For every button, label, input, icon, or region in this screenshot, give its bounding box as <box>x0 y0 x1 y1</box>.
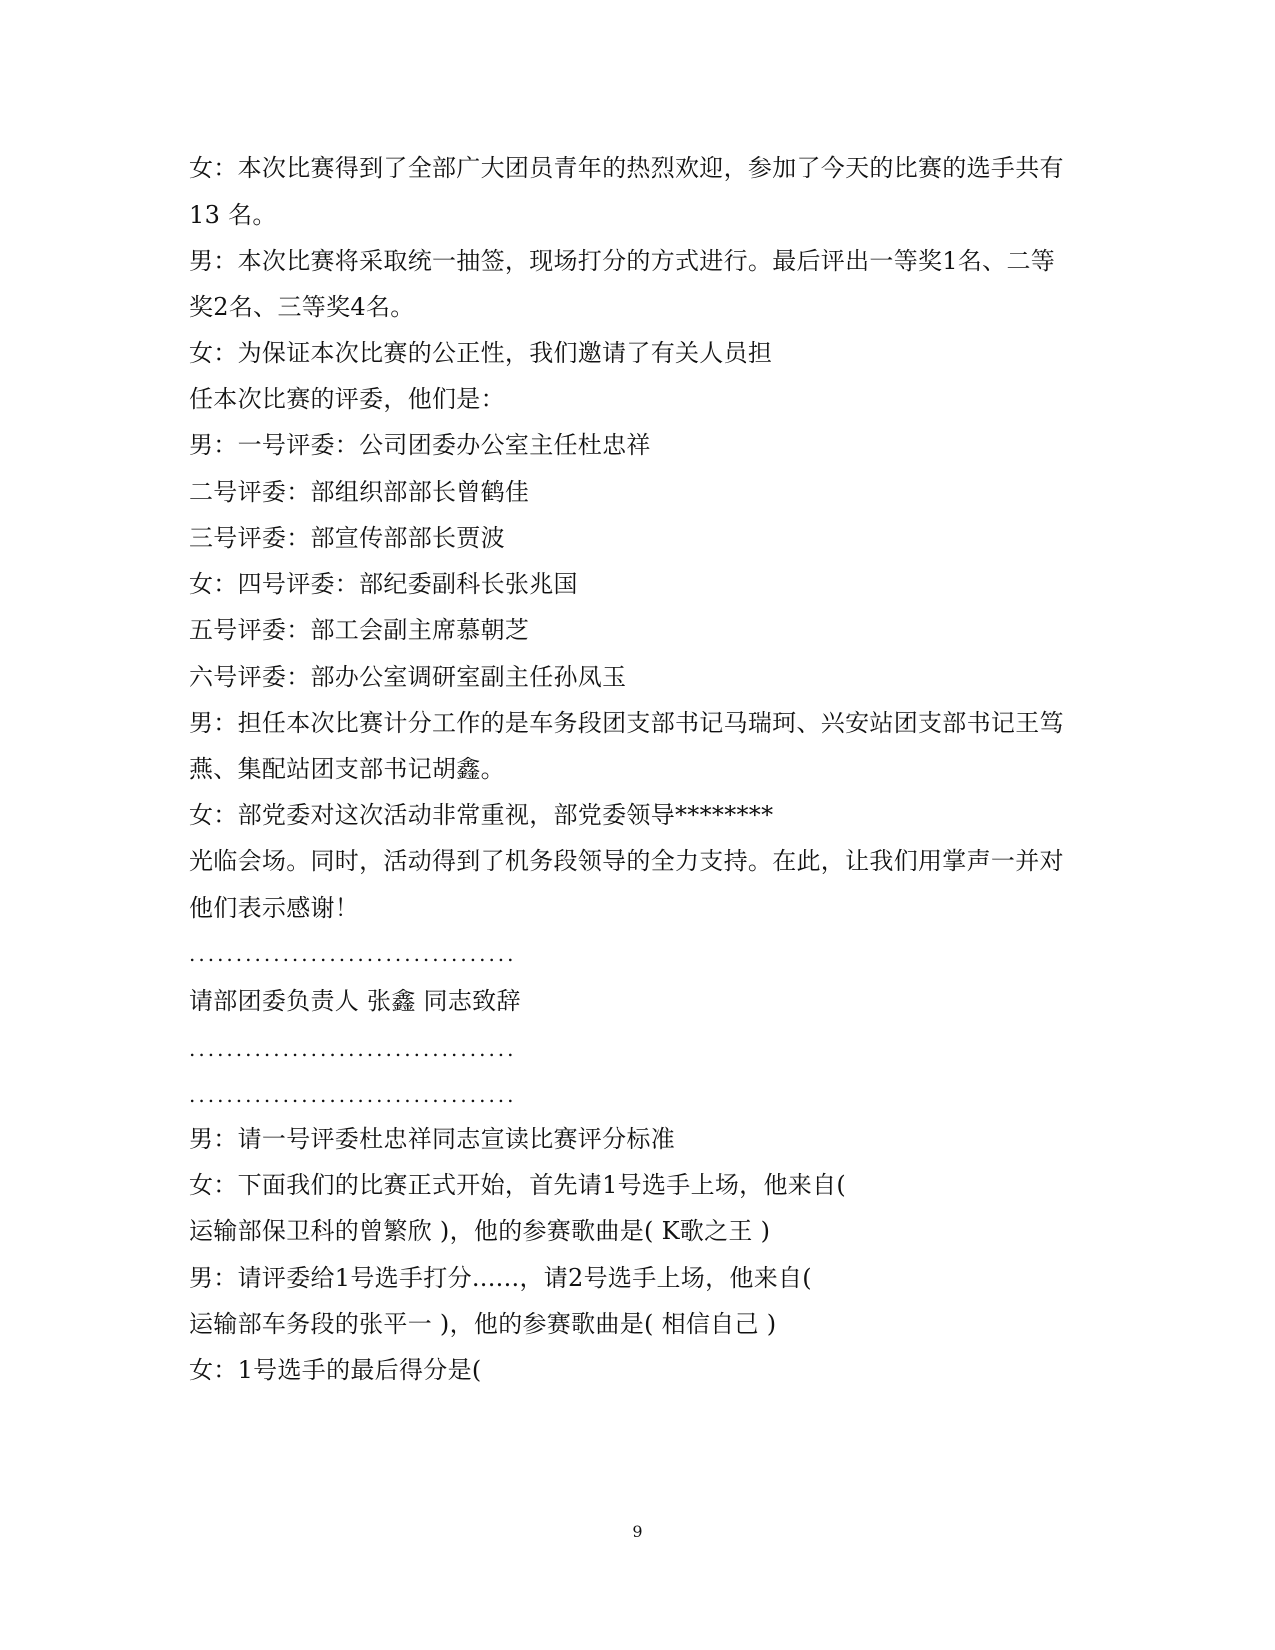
text-line-20: 女：下面我们的比赛正式开始，首先请1号选手上场，他来自( <box>189 1171 847 1199</box>
text-line-24: 女：1号选手的最后得分是( <box>189 1356 482 1384</box>
text-line-22: 男：请评委给1号选手打分......，请2号选手上场，他来自( <box>189 1264 812 1292</box>
text-line-16: 光临会场。同时，活动得到了机务段领导的全力支持。在此，让我们用掌声一并对 <box>189 847 1064 875</box>
text-line-23: 运输部车务段的张平一 )，他的参赛歌曲是( 相信自己 ) <box>189 1310 777 1338</box>
text-line-1: 女：本次比赛得到了全部广大团员青年的热烈欢迎，参加了今天的比赛的选手共有 <box>189 154 1064 182</box>
text-line-19: 男：请一号评委杜忠祥同志宣读比赛评分标准 <box>189 1125 675 1153</box>
text-line-4: 奖2名、三等奖4名。 <box>189 293 415 321</box>
text-line-5: 女：为保证本次比赛的公正性，我们邀请了有关人员担 <box>189 339 773 367</box>
text-line-6: 任本次比赛的评委，他们是： <box>189 385 505 413</box>
text-line-7: 男：一号评委：公司团委办公室主任杜忠祥 <box>189 431 651 459</box>
text-line-21: 运输部保卫科的曾繁欣 )，他的参赛歌曲是( K歌之王 ) <box>189 1217 771 1245</box>
page-number: 9 <box>632 1522 643 1541</box>
text-line-2: 13 名。 <box>189 201 277 229</box>
text-line-14: 燕、集配站团支部书记胡鑫。 <box>189 755 505 783</box>
text-line-9: 三号评委：部宣传部部长贾波 <box>189 524 505 552</box>
text-line-15: 女：部党委对这次活动非常重视，部党委领导******** <box>189 801 774 829</box>
dotted-separator-1: ................................... <box>189 942 517 966</box>
text-line-12: 六号评委：部办公室调研室副主任孙凤玉 <box>189 663 627 691</box>
text-line-18: 请部团委负责人 张鑫 同志致辞 <box>189 987 521 1015</box>
text-line-13: 男：担任本次比赛计分工作的是车务段团支部书记马瑞珂、兴安站团支部书记王笃 <box>189 709 1064 737</box>
text-line-8: 二号评委：部组织部部长曾鹤佳 <box>189 478 530 506</box>
text-line-10: 女：四号评委：部纪委副科长张兆国 <box>189 570 578 598</box>
text-line-3: 男：本次比赛将采取统一抽签，现场打分的方式进行。最后评出一等奖1名、二等 <box>189 247 1056 275</box>
dotted-separator-2: ................................... <box>189 1037 517 1061</box>
dotted-separator-3: ................................... <box>189 1083 517 1107</box>
text-line-17: 他们表示感谢！ <box>189 894 360 922</box>
text-line-11: 五号评委：部工会副主席慕朝芝 <box>189 616 530 644</box>
